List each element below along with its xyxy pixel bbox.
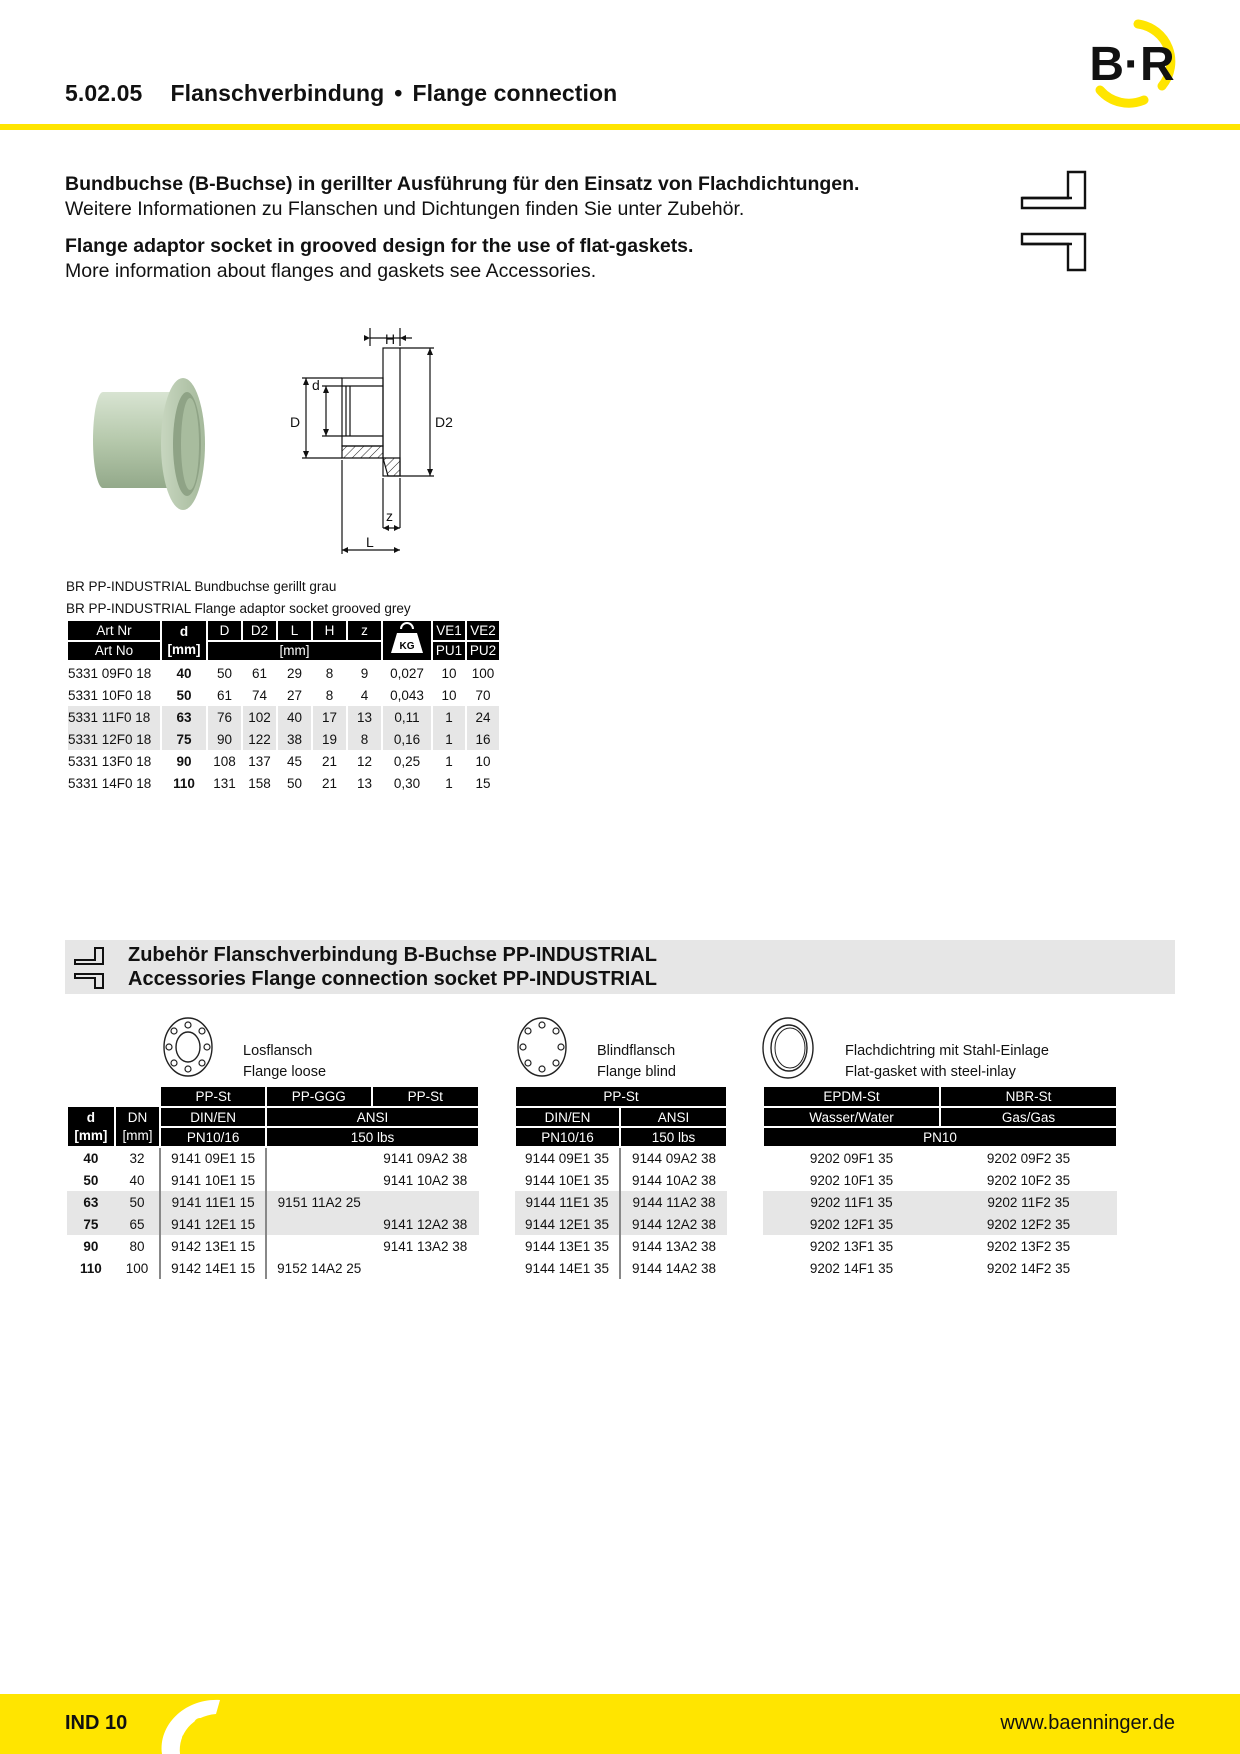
- weight-value: 0,027: [390, 665, 424, 681]
- flat-gasket-label-en: Flat-gasket with steel-inlay: [845, 1064, 1016, 1080]
- flat-gasket-label: [845, 1041, 1049, 1083]
- product-caption: [66, 576, 411, 619]
- diameter-d: 40: [83, 1151, 99, 1166]
- blind-din-art: 9144 10E1 35: [515, 1169, 620, 1191]
- header-D2: D2: [243, 621, 276, 642]
- ve2-value: 24: [467, 706, 499, 728]
- dim-L: L: [366, 534, 374, 550]
- loose-mat-1: PP-St: [160, 1087, 266, 1107]
- table-row: [763, 1235, 1117, 1257]
- dim-z-value: 12: [356, 753, 373, 769]
- gasket-nbr-art: 9202 12F2 35: [940, 1213, 1117, 1235]
- gasket-use-2: Gas/Gas: [940, 1107, 1117, 1127]
- table-row: [763, 1169, 1117, 1191]
- dim-H-value: 8: [325, 687, 334, 703]
- gasket-nbr-art: 9202 11F2 35: [940, 1191, 1117, 1213]
- loose-ansi-st-art: [372, 1257, 480, 1279]
- gasket-use-1: Wasser/Water: [763, 1107, 940, 1127]
- nominal-dn: 80: [115, 1235, 161, 1257]
- loose-din-art: 9141 12E1 15: [160, 1213, 266, 1235]
- dim-H-value: 19: [313, 728, 346, 750]
- flat-gasket-label-de: Flachdichtring mit Stahl-Einlage: [845, 1043, 1049, 1059]
- dim-L-value: 50: [286, 775, 303, 791]
- ve1-value: 10: [441, 687, 457, 703]
- table-row: [763, 1147, 1117, 1169]
- product-table: [66, 621, 501, 794]
- weight-value: 0,16: [383, 728, 431, 750]
- weight-icon-label: KG: [399, 641, 415, 652]
- header-L: L: [278, 621, 311, 642]
- blind-flange-label: [597, 1041, 676, 1083]
- loose-ansi-ggg-art: [266, 1213, 372, 1235]
- ve1-value: 1: [433, 728, 465, 750]
- ve1-value: 1: [433, 706, 465, 728]
- gasket-mat-2: NBR-St: [940, 1087, 1117, 1107]
- table-row: [763, 1213, 1117, 1235]
- dim-z-value: 8: [348, 728, 381, 750]
- gasket-nbr-art: 9202 13F2 35: [986, 1238, 1071, 1254]
- table-row: [67, 1169, 479, 1191]
- loose-flange-label-en: Flange loose: [243, 1064, 327, 1080]
- loose-header-d: d [mm]: [67, 1107, 115, 1147]
- table-row: [67, 1213, 479, 1235]
- dim-L-value: 40: [278, 706, 311, 728]
- loose-ansi-ggg-art: 9152 14A2 25: [277, 1260, 362, 1276]
- header-mm: [mm]: [208, 642, 381, 663]
- dim-D-value: 50: [216, 665, 233, 681]
- technical-drawing: [290, 328, 502, 558]
- gasket-pn: PN10: [763, 1127, 1117, 1147]
- dim-z-value: 9: [360, 665, 369, 681]
- product-photo: [95, 370, 225, 510]
- blind-din-art: 9144 13E1 35: [515, 1235, 620, 1257]
- dim-D2-value: 122: [243, 728, 276, 750]
- caption-de: BR PP-INDUSTRIAL Bundbuchse gerillt grau: [66, 579, 337, 594]
- dim-H-value: 21: [321, 753, 338, 769]
- nominal-dn: 65: [115, 1213, 161, 1235]
- caption-en: BR PP-INDUSTRIAL Flange adaptor socket grooved grey: [66, 600, 411, 616]
- gasket-nbr-art: 9202 10F2 35: [986, 1172, 1071, 1188]
- dim-H: H: [385, 331, 396, 347]
- dim-L-value: 45: [286, 753, 303, 769]
- gasket-epdm-art: 9202 13F1 35: [809, 1238, 894, 1254]
- loose-ansi-st-art: [372, 1191, 480, 1213]
- diameter-d: 63: [162, 706, 206, 728]
- dim-z-value: 4: [360, 687, 369, 703]
- intro-en-bold: Flange adaptor socket in grooved design for the use of flat-gaskets.: [65, 235, 694, 257]
- diameter-d: 90: [83, 1238, 99, 1254]
- ve2-value: 10: [475, 753, 491, 769]
- loose-din-art: 9142 13E1 15: [160, 1235, 266, 1257]
- page-number: IND 10: [65, 1712, 128, 1734]
- blind-din-art: 9144 12E1 35: [515, 1213, 620, 1235]
- diameter-d: 50: [83, 1172, 99, 1188]
- loose-flange-label-de: Losflansch: [243, 1043, 313, 1059]
- table-row: [68, 728, 499, 750]
- header-weight: [383, 621, 431, 662]
- diameter-d: 40: [176, 665, 192, 681]
- blind-flange-icon: [514, 1016, 570, 1078]
- dim-D2-value: 61: [251, 665, 268, 681]
- nominal-dn: 100: [115, 1257, 161, 1279]
- blind-din-art: 9144 14E1 35: [515, 1257, 620, 1279]
- diameter-d: 75: [162, 728, 206, 750]
- gasket-epdm-art: 9202 09F1 35: [809, 1151, 894, 1166]
- nominal-dn: 40: [115, 1169, 161, 1191]
- dim-D2-value: 102: [243, 706, 276, 728]
- art-number: 5331 09F0 18: [68, 665, 152, 681]
- accessories-title-en: Accessories Flange connection socket PP-INDUSTRIAL: [128, 968, 658, 990]
- blind-flange-label-en: Flange blind: [597, 1064, 676, 1080]
- gasket-nbr-art: 9202 14F2 35: [986, 1260, 1071, 1276]
- blind-ansi-art: 9144 09A2 38: [631, 1151, 717, 1166]
- brand-mark-icon: [156, 1694, 228, 1754]
- loose-din-art: 9142 14E1 15: [160, 1257, 266, 1279]
- table-row: [515, 1257, 727, 1279]
- dim-L-value: 29: [286, 665, 303, 681]
- weight-value: 0,25: [393, 753, 421, 769]
- gasket-mat-1: EPDM-St: [763, 1087, 940, 1107]
- dim-H-value: 17: [313, 706, 346, 728]
- diameter-d: 63: [67, 1191, 115, 1213]
- gasket-nbr-art: 9202 09F2 35: [986, 1151, 1071, 1166]
- ve1-value: 1: [445, 775, 453, 791]
- flange-connection-icon: [73, 946, 107, 988]
- header-D: D: [208, 621, 241, 642]
- ve2-value: 100: [471, 665, 495, 681]
- weight-value: 0,043: [390, 687, 424, 703]
- loose-flange-icon: [160, 1016, 216, 1078]
- loose-ansi-st-art: 9141 10A2 38: [383, 1172, 468, 1188]
- nominal-dn: 50: [115, 1191, 161, 1213]
- art-number: 5331 10F0 18: [68, 687, 152, 703]
- table-row: [515, 1147, 727, 1169]
- table-row: [67, 1191, 479, 1213]
- website-link[interactable]: www.baenninger.de: [1000, 1712, 1175, 1734]
- diameter-d: 50: [176, 687, 192, 703]
- loose-std-2: ANSI: [266, 1107, 479, 1127]
- loose-din-art: 9141 09E1 15: [160, 1147, 266, 1169]
- blind-din-art: 9144 09E1 35: [515, 1147, 620, 1169]
- table-row: [763, 1257, 1117, 1279]
- header-d: d [mm]: [162, 621, 206, 662]
- intro-de-text: Weitere Informationen zu Flanschen und Dichtungen finden Sie unter Zubehör.: [65, 198, 745, 220]
- dim-z-value: 13: [348, 706, 381, 728]
- loose-pn-1: PN10/16: [160, 1127, 266, 1147]
- loose-ansi-st-art: 9141 12A2 38: [372, 1213, 480, 1235]
- loose-ansi-ggg-art: [266, 1169, 372, 1191]
- table-row: [68, 772, 499, 794]
- blind-std-1: DIN/EN: [515, 1107, 620, 1127]
- blind-ansi-art: 9144 11A2 38: [620, 1191, 727, 1213]
- gasket-epdm-art: 9202 12F1 35: [763, 1213, 940, 1235]
- weight-value: 0,30: [393, 775, 421, 791]
- loose-flange-table: [66, 1087, 480, 1279]
- ve2-value: 15: [475, 775, 491, 791]
- table-row: [68, 662, 499, 684]
- blind-flange-table: [514, 1087, 728, 1279]
- dim-D-value: 131: [213, 775, 236, 791]
- art-number: 5331 14F0 18: [68, 775, 152, 791]
- ve1-value: 1: [445, 753, 453, 769]
- accessories-header: [65, 940, 1175, 994]
- table-row: [67, 1257, 479, 1279]
- loose-std-1: DIN/EN: [160, 1107, 266, 1127]
- blind-pn-1: PN10/16: [515, 1127, 620, 1147]
- table-row: [68, 706, 499, 728]
- loose-ansi-ggg-art: 9151 11A2 25: [266, 1191, 372, 1213]
- table-row: [515, 1213, 727, 1235]
- diameter-d: 75: [67, 1213, 115, 1235]
- art-number: 5331 12F0 18: [68, 728, 160, 750]
- header-z: z: [348, 621, 381, 642]
- weight-value: 0,11: [383, 706, 431, 728]
- loose-mat-2: PP-GGG: [266, 1087, 372, 1107]
- table-row: [515, 1169, 727, 1191]
- blind-std-2: ANSI: [620, 1107, 727, 1127]
- dim-D2-value: 137: [248, 753, 271, 769]
- header-pu2: PU2: [467, 642, 499, 663]
- dim-D2-value: 158: [248, 775, 271, 791]
- loose-ansi-st-art: 9141 09A2 38: [383, 1151, 468, 1166]
- flange-connection-icon: [1018, 168, 1090, 274]
- weight-icon: [387, 621, 427, 657]
- header-H: H: [313, 621, 346, 642]
- blind-ansi-art: 9144 10A2 38: [631, 1172, 717, 1188]
- dim-z: z: [386, 508, 393, 524]
- loose-ansi-ggg-art: [266, 1235, 372, 1257]
- dim-D-value: 61: [216, 687, 233, 703]
- blind-ansi-art: 9144 14A2 38: [631, 1260, 717, 1276]
- flat-gasket-table: [762, 1087, 1118, 1279]
- page-title: [65, 80, 617, 107]
- loose-mat-3: PP-St: [372, 1087, 480, 1107]
- title-en: Flange connection: [412, 80, 618, 106]
- table-row: [763, 1191, 1117, 1213]
- loose-flange-label: [243, 1041, 326, 1083]
- table-row: [515, 1235, 727, 1257]
- nominal-dn: 32: [115, 1147, 161, 1169]
- section-code: 5.02.05: [65, 80, 143, 106]
- intro-de-bold: Bundbuchse (B-Buchse) in gerillter Ausführung für den Einsatz von Flachdichtungen.: [65, 173, 860, 195]
- loose-pn-2: 150 lbs: [266, 1127, 479, 1147]
- table-row: [67, 1235, 479, 1257]
- blind-din-art: 9144 11E1 35: [515, 1191, 620, 1213]
- dim-D-value: 108: [213, 753, 236, 769]
- header-art-nr: Art Nr: [68, 621, 160, 642]
- loose-din-art: 9141 10E1 15: [160, 1169, 266, 1191]
- table-row: [68, 750, 499, 772]
- ve1-value: 10: [441, 665, 457, 681]
- header-art-no: Art No: [68, 642, 160, 663]
- header-ve2: VE2: [467, 621, 499, 642]
- title-separator: •: [394, 80, 403, 106]
- dim-d: d: [312, 377, 320, 393]
- accessories-title: [128, 943, 657, 991]
- blind-pn-2: 150 lbs: [620, 1127, 727, 1147]
- dim-D: D: [290, 414, 301, 430]
- blind-ansi-art: 9144 12A2 38: [620, 1213, 727, 1235]
- diameter-d: 110: [173, 775, 195, 791]
- dim-D2-value: 74: [251, 687, 268, 703]
- dim-H-value: 8: [325, 665, 334, 681]
- art-number: 5331 11F0 18: [68, 706, 160, 728]
- title-de: Flanschverbindung: [170, 80, 385, 106]
- ve2-value: 16: [467, 728, 499, 750]
- diameter-d: 90: [176, 753, 192, 769]
- gasket-epdm-art: 9202 14F1 35: [809, 1260, 894, 1276]
- art-number: 5331 13F0 18: [68, 753, 152, 769]
- dim-H-value: 21: [321, 775, 338, 791]
- dim-D-value: 90: [208, 728, 241, 750]
- blind-flange-label-de: Blindflansch: [597, 1043, 676, 1059]
- gasket-epdm-art: 9202 11F1 35: [763, 1191, 940, 1213]
- table-row: [67, 1147, 479, 1169]
- diameter-d: 110: [79, 1260, 102, 1276]
- brand-logo-icon: [1086, 20, 1178, 104]
- logo-text: B·R: [1089, 38, 1175, 91]
- accessories-title-de: Zubehör Flanschverbindung B-Buchse PP-INDUSTRIAL: [128, 944, 657, 966]
- dim-D-value: 76: [208, 706, 241, 728]
- header-accent-bar: [0, 124, 1240, 130]
- loose-ansi-ggg-art: [266, 1147, 372, 1169]
- flat-gasket-icon: [760, 1016, 816, 1080]
- ve2-value: 70: [475, 687, 491, 703]
- dim-z-value: 13: [356, 775, 373, 791]
- blind-mat: PP-St: [515, 1087, 727, 1107]
- intro-text: [65, 172, 985, 284]
- loose-din-art: 9141 11E1 15: [160, 1191, 266, 1213]
- gasket-epdm-art: 9202 10F1 35: [809, 1172, 894, 1188]
- blind-ansi-art: 9144 13A2 38: [631, 1238, 717, 1254]
- dim-L-value: 27: [286, 687, 303, 703]
- loose-header-dn: DN [mm]: [115, 1107, 161, 1147]
- intro-en-text: More information about flanges and gaskets see Accessories.: [65, 260, 597, 282]
- dim-D2: D2: [435, 414, 453, 430]
- table-row: [515, 1191, 727, 1213]
- table-row: [68, 684, 499, 706]
- dim-L-value: 38: [278, 728, 311, 750]
- loose-ansi-st-art: 9141 13A2 38: [383, 1238, 468, 1254]
- header-ve1: VE1: [433, 621, 465, 642]
- header-pu1: PU1: [433, 642, 465, 663]
